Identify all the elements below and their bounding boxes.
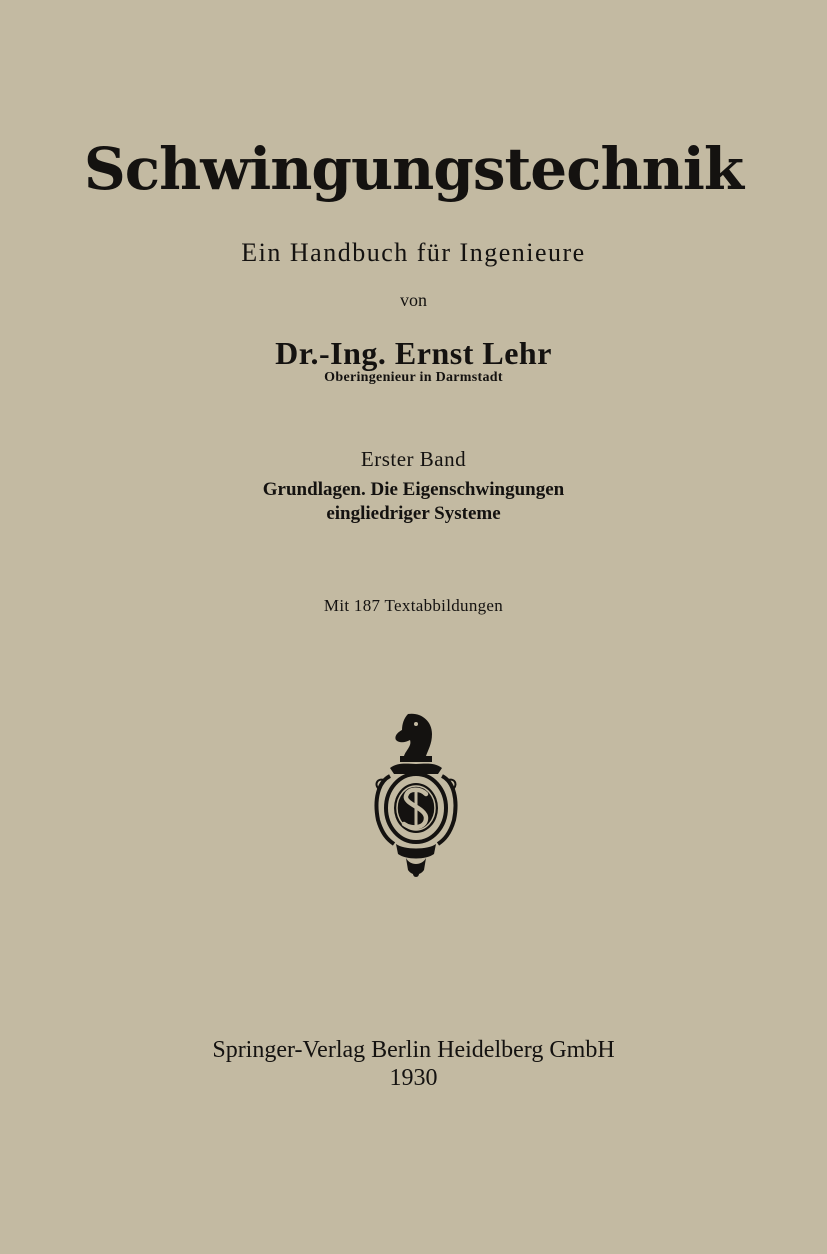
author-name: Dr.-Ing. Ernst Lehr xyxy=(275,335,552,371)
volume-title-line-2: eingliedriger Systeme xyxy=(326,503,501,524)
springer-knight-emblem-icon xyxy=(368,710,464,878)
by-label: von xyxy=(400,290,427,310)
book-subtitle: Ein Handbuch für Ingenieure xyxy=(241,238,586,267)
publisher-name: Springer-Verlag Berlin Heidelberg GmbH xyxy=(212,1037,615,1063)
author-affiliation: Oberingenieur in Darmstadt xyxy=(324,370,503,385)
volume-title-line-1: Grundlagen. Die Eigenschwingungen xyxy=(262,479,565,500)
figures-note: Mit 187 Textabbildungen xyxy=(323,596,504,615)
volume-label: Erster Band xyxy=(360,447,467,471)
book-title: Schwingungstechnik xyxy=(83,135,744,203)
knight-head-shape xyxy=(395,714,432,756)
publication-year: 1930 xyxy=(389,1065,438,1091)
